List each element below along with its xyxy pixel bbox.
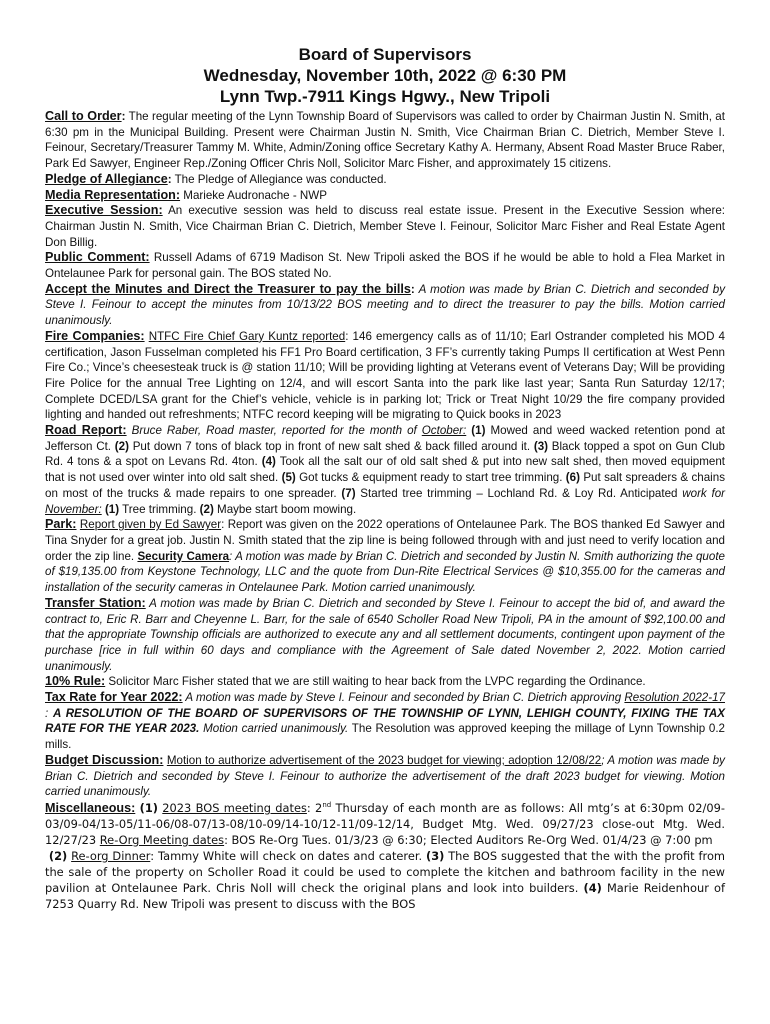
road-item-number: (7): [341, 486, 356, 500]
tax-note: The Resolution was approved keeping the millage of Lynn Township 0.2 mills.: [45, 722, 725, 752]
misc-item-text: The BOS suggested that the with the profit from the sale of the property on Scholler Road it could be used to complete the kitchen and bathroom facility in the new pavilion at Ontelaunee Park. Chris Noll will check the original plans and look into builders.: [45, 848, 726, 895]
rule-heading: 10% Rule:: [45, 674, 106, 689]
minutes-document: [45, 44, 725, 912]
pledge-section: Pledge of Allegiance: The Pledge of Allegiance was conducted.: [45, 171, 387, 186]
reorg-dates-label: Re-Org Meeting dates: [99, 832, 225, 847]
reorg-dinner-label: Re-org Dinner: [71, 848, 151, 863]
title-board: Board of Supervisors: [298, 45, 472, 64]
road-item-text: Started tree trimming – Lochland Rd. & Loy Rd. Anticipated: [355, 486, 683, 500]
misc-item-number: (4): [583, 880, 602, 895]
misc-item-number: (3): [426, 848, 445, 863]
misc-section: [45, 800, 725, 848]
document-title: [45, 44, 725, 107]
fire-reporter: NTFC Fire Chief Gary Kuntz reported: [148, 329, 346, 343]
road-item-text: Black topped a spot on Gun Club Rd. 4 tons & a spot on Levans Rd. 4ton.: [45, 439, 726, 469]
budget-heading: Budget Discussion:: [45, 752, 164, 767]
misc-item-number: (2): [48, 848, 68, 863]
meeting-dates-text: Thursday of each month are as follows: All mtg’s at 6:30pm 02/09-03/09-04/13-05/11-06/08-07/13-08/10-09/14-10/12-11/09-12/14, Budget Mtg. Wed. 09/27/23 close-out Mtg. Wed. 12/27/23: [45, 800, 725, 847]
road-item-text: Put salt spreaders & chains on most of the trucks & made repairs to one spreader.: [45, 471, 725, 500]
road-next-month: November:: [45, 502, 102, 516]
transfer-heading: Transfer Station:: [45, 595, 146, 610]
misc-heading: Miscellaneous:: [45, 800, 136, 815]
media-section: [45, 188, 725, 204]
misc-item-text: Marie Reidenhour of 7253 Quarry Rd. New Tripoli was present to discuss with the BOS: [45, 880, 725, 911]
pledge-heading: Pledge of Allegiance: [45, 171, 168, 186]
media-heading: Media Representation:: [45, 187, 181, 202]
tax-colon: :: [45, 706, 53, 720]
road-item-text: Got tucks & equipment ready to start tree trimming.: [295, 471, 566, 485]
executive-heading: Executive Session:: [45, 203, 163, 218]
media-text: Marieke Audronache - NWP: [180, 188, 327, 202]
public-comment-section: [45, 250, 725, 281]
tax-section: [45, 690, 725, 753]
fire-heading: Fire Companies:: [45, 328, 145, 343]
fire-text: : 146 emergency calls as of 11/10; Earl Ostrander completed his MOD 4 certification, Jason Fusselman completed his FF1 Pro Board certification, 3 FF’s currently taking Pumps II certification at West Penn Fire Co.; Vince’s cheesesteak truck is @ station 11/10; Will be providing lighting at Veterans event of Veterans Day; Will be providing Fire Police for the annual Tree Lighting on 12/4, and will escort Santa into the park like last year; Santa Run Saturday 12/17; Complete DCED/LSA grant for the Chief’s vehicle, vehicle is in parking lot; Trick or Treat Night 10/29 the fire company provided lighting and handed out refreshments; NTFC record keeping will be migrating to Quick books in 2023: [45, 329, 726, 422]
rule-text: Solicitor Marc Fisher stated that we are still waiting to hear back from the LVPC regarding the Ordinance.: [105, 675, 646, 689]
road-month: October:: [421, 424, 467, 438]
reorg-dinner-text: : Tammy White will check on dates and caterer.: [150, 848, 426, 863]
reorg-dates-text: : BOS Re-Org Tues. 01/3/23 @ 6:30; Elected Auditors Re-Org Wed. 01/4/23 @ 7:00 pm: [224, 832, 713, 847]
tax-carried: Motion carried unanimously.: [199, 722, 349, 736]
road-heading: Road Report:: [45, 423, 127, 438]
fire-section: [45, 329, 725, 423]
public-comment-text: Russell Adams of 6719 Madison St. New Tripoli asked the BOS if he would be able to hold a Flea Market in Ontelaunee Park for personal gain. The BOS stated No.: [45, 251, 725, 281]
road-item-text: Mowed and weed wacked retention pond at Jefferson Ct.: [45, 424, 725, 453]
road-item-number: (1): [104, 502, 120, 516]
road-item-number: (4): [261, 455, 276, 469]
meeting-dates-text: : 2: [306, 800, 323, 815]
road-item-number: (3): [533, 439, 549, 453]
pledge-text: The Pledge of Allegiance was conducted.: [171, 172, 387, 186]
road-item-text: Put down 7 tons of black top in front of new salt shed & back filled around it.: [128, 439, 534, 453]
road-item-number: (2): [199, 502, 214, 516]
road-anticipated: work for: [682, 486, 725, 500]
transfer-section: [45, 596, 725, 675]
public-comment-heading: Public Comment:: [45, 250, 150, 265]
park-reporter: Report given by Ed Sawyer: [79, 518, 222, 532]
title-date: Wednesday, November 10th, 2022 @ 6:30 PM: [203, 66, 567, 85]
call-to-order-section: Call to Order: The regular meeting of the Lynn Township Board of Supervisors was called to order by Chairman Justin N. Smith, at 6:30 pm in the Municipal Building. Present were Chairman Justin N. Smith, Vice Chairman Brian C. Dietrich, Member Steve I. Feinour, Secretary/Treasurer Tammy M. White, Admin/Zoning office Secretary Kathy A. Hermany, Absent Road Master Bruce Raber, Park Ed Sawyer, Engineer Rep./Zoning Officer Chris Noll, Solicitor Marc Fisher, and approximately 15 citizens.: [45, 109, 725, 171]
road-item-number: (2): [114, 439, 129, 453]
security-camera-text: : A motion was made by Brian C. Dietrich and seconded by Justin N. Smith authorizing the quote of $19,135.00 from Keystone Technology, LLC and the quote from Dun-Rite Electrical Services @ $10,355.00 for the cameras and installation of the security cameras in Ontelaunee Park. Motion carried unanimously.: [45, 549, 725, 595]
tax-resolution-title: A RESOLUTION OF THE BOARD OF SUPERVISORS OF THE TOWNSHIP OF LYNN, LEHIGH COUNTY, FIXING THE TAX RATE FOR THE YEAR 2023.: [45, 706, 725, 736]
minutes-section: Accept the Minutes and Direct the Treasurer to pay the bills: A motion was made by Brian C. Dietrich and seconded by Steve I. Feinour to accept the minutes from 10/13/22 BOS meeting and to direct the treasurer to pay the bills. Motion carried unanimously.: [45, 281, 726, 328]
misc-continued: [45, 848, 725, 912]
budget-motion-title: Motion to authorize advertisement of the 2023 budget for viewing; adoption 12/08/22: [166, 753, 602, 767]
road-item-number: (5): [281, 471, 296, 485]
minutes-text: A motion was made by Brian C. Dietrich and seconded by Steve I. Feinour to accept the minutes from 10/13/22 BOS meeting and to direct the treasurer to pay the bills. Motion carried unanimously.: [45, 282, 726, 328]
road-item-text: Tree trimming.: [119, 502, 200, 516]
park-section: [45, 517, 725, 596]
security-camera-label: Security Camera: [137, 549, 230, 563]
park-text: : Report was given on the 2022 operations of Ontelaunee Park. The BOS thanked Ed Sawyer and Tina Snyder for a great job. Justin N. Smith stated that the zip line is being followed through with and just need to verify location and order the zip line.: [45, 518, 725, 563]
transfer-text: A motion was made by Brian C. Dietrich and seconded by Steve I. Feinour to accept the bid of, and award the contract to, Eric R. Barr and Cheyenne L. Barr, for the sale of 6540 Scholler Road New Tripoli, PA in the amount of $92,100.00 and that the appropriate Township officials are authorized to execute any and all settlement documents, contingent upon payment of the purchase [rice in full within 60 days and compliance with the Agreement of Sale dated November 2, 2022. Motion carried unanimously.: [45, 596, 725, 673]
budget-text: ; A motion was made by Brian C. Dietrich and seconded by Steve I. Feinour to authorize the advertisement of the draft 2023 budget for viewing. Motion carried unanimously.: [45, 753, 725, 799]
call-to-order-text: The regular meeting of the Lynn Township Board of Supervisors was called to order by Chairman Justin N. Smith, at 6:30 pm in the Municipal Building. Present were Chairman Justin N. Smith, Vice Chairman Brian C. Dietrich, Member Steve I. Feinour, Secretary/Treasurer Tammy M. White, Admin/Zoning office Secretary Kathy A. Hermany, Absent Road Master Bruce Raber, Park Ed Sawyer, Engineer Rep./Zoning Officer Chris Noll, Solicitor Marc Fisher, and approximately 15 citizens.: [45, 110, 725, 171]
tax-motion: A motion was made by Steve I. Feinour and seconded by Brian C. Dietrich approving: [182, 691, 625, 705]
road-intro: Bruce Raber, Road master, reported for the month of: [126, 424, 422, 438]
executive-section: [45, 203, 725, 250]
ordinal-suffix: nd: [322, 801, 332, 810]
title-location: Lynn Twp.-7911 Kings Hgwy., New Tripoli: [219, 87, 551, 106]
tax-heading: Tax Rate for Year 2022:: [45, 690, 183, 705]
park-heading: Park:: [45, 517, 77, 532]
budget-section: [45, 753, 725, 800]
misc-item-number: (1): [139, 800, 158, 815]
rule-section: [45, 674, 725, 690]
road-item-text: Maybe start boom mowing.: [213, 502, 357, 516]
executive-text: An executive session was held to discuss real estate issue. Present in the Executive Session where: Chairman Justin N. Smith, Vice Chairman Brian C. Dietrich, Member Steve I. Feinour, Solicitor Marc Fisher and Real Estate Agent Don Billig.: [45, 204, 725, 249]
road-section: [45, 423, 725, 517]
tax-resolution: Resolution 2022-17: [624, 691, 725, 705]
road-item-number: (6): [565, 471, 580, 485]
meeting-dates-label: 2023 BOS meeting dates: [162, 800, 307, 815]
road-item-number: (1): [471, 424, 486, 438]
minutes-heading: Accept the Minutes and Direct the Treasurer to pay the bills: [45, 281, 411, 296]
road-item-text: Took all the salt our of old salt shed & put into new salt shed, then moved equipment that is not used over winter into old salt shed.: [45, 455, 725, 485]
call-to-order-heading: Call to Order: [45, 109, 122, 123]
